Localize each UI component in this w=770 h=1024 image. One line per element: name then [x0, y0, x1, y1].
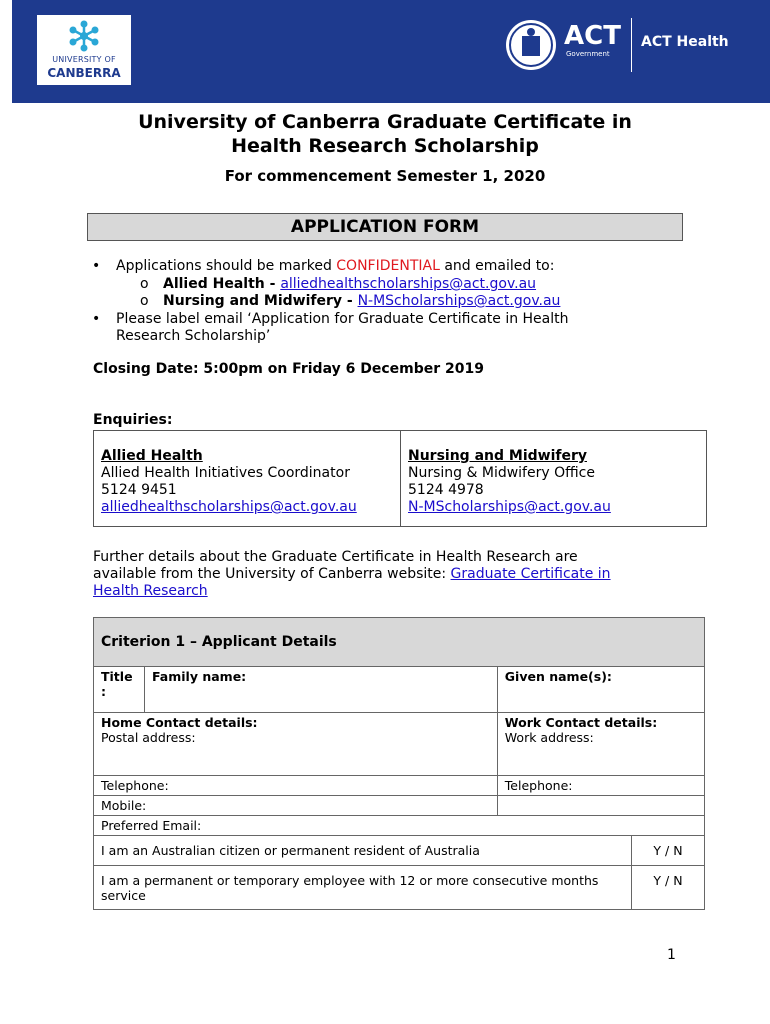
employee-question: I am a permanent or temporary employee with 12 or more consecutive months service — [94, 866, 632, 910]
enquiries-heading: Enquiries: — [93, 412, 173, 428]
grad-cert-link-cont[interactable]: Health Research — [93, 583, 208, 599]
bullet-dot-2: • — [92, 311, 101, 327]
family-name-field[interactable]: Family name: — [145, 667, 498, 713]
work-address-label: Work address: — [504, 730, 594, 745]
uc-logo-line2: CANBERRA — [47, 66, 121, 80]
postal-address-label: Postal address: — [101, 730, 196, 745]
bullet-1-text-end: and emailed to: — [439, 258, 555, 274]
bullet-2-line-2: Research Scholarship’ — [116, 328, 271, 344]
grad-cert-link[interactable]: Graduate Certificate in — [450, 566, 611, 582]
act-crest-icon — [506, 20, 556, 70]
home-contact-field[interactable] — [94, 713, 498, 776]
work-contact-label: Work Contact details: — [504, 715, 658, 730]
document-title — [0, 110, 770, 158]
given-names-field[interactable]: Given name(s): — [497, 667, 704, 713]
document-subtitle: For commencement Semester 1, 2020 — [224, 167, 546, 185]
criterion-1-heading: Criterion 1 – Applicant Details — [94, 618, 705, 667]
work-telephone-field[interactable]: Telephone: — [497, 776, 704, 796]
logo-divider — [631, 18, 632, 72]
act-health-logo-text: ACT Health — [641, 34, 729, 50]
bullet-1-text: Applications should be marked — [116, 258, 337, 274]
uc-snowflake-icon — [66, 19, 102, 53]
work-contact-field[interactable] — [497, 713, 704, 776]
nursing-role: Nursing & Midwifery Office — [408, 465, 595, 481]
title-line-1: University of Canberra Graduate Certificate in — [138, 111, 632, 133]
application-form-heading: APPLICATION FORM — [87, 213, 683, 241]
nursing-midwifery-contact — [401, 431, 707, 527]
nursing-label: Nursing and Midwifery - — [163, 293, 358, 309]
allied-role: Allied Health Initiatives Coordinator — [101, 465, 350, 481]
further-line-2-text: available from the University of Canberra website: — [93, 566, 451, 582]
allied-label: Allied Health - — [163, 276, 281, 292]
allied-contact-email-link[interactable]: alliedhealthscholarships@act.gov.au — [101, 499, 357, 515]
home-contact-label: Home Contact details: — [101, 715, 258, 730]
title-line-2: Health Research Scholarship — [231, 135, 539, 157]
blank-cell — [497, 796, 704, 816]
nursing-heading: Nursing and Midwifery — [408, 448, 587, 464]
sub-item-allied — [163, 276, 723, 293]
nursing-email-link[interactable]: N-MScholarships@act.gov.au — [357, 293, 561, 309]
further-details — [93, 549, 713, 600]
citizen-question: I am an Australian citizen or permanent resident of Australia — [94, 836, 632, 866]
allied-phone: 5124 9451 — [101, 482, 177, 498]
closing-date: Closing Date: 5:00pm on Friday 6 December 2019 — [93, 361, 484, 377]
uc-logo-line1: UNIVERSITY OF — [52, 55, 116, 64]
confidential-text: CONFIDENTIAL — [336, 258, 440, 274]
bullet-dot-1: • — [92, 258, 101, 274]
title-field[interactable] — [94, 667, 145, 713]
further-line-2 — [93, 566, 713, 583]
further-line-3 — [93, 583, 713, 600]
bullet-label-email — [116, 311, 716, 345]
employee-yn-field[interactable]: Y / N — [632, 866, 705, 910]
university-of-canberra-logo — [37, 15, 131, 85]
allied-health-contact — [94, 431, 401, 527]
bullet-2-line-1: Please label email ‘Application for Graduate Certificate in Health — [116, 311, 569, 327]
act-logo-text: ACT — [564, 21, 621, 51]
mobile-field[interactable]: Mobile: — [94, 796, 498, 816]
title-label: Title — [101, 669, 133, 684]
bullet-confidential — [116, 258, 716, 275]
criterion-1-table — [93, 617, 705, 910]
page-number: 1 — [667, 947, 676, 963]
act-government-text: Government — [566, 50, 610, 58]
citizen-yn-field[interactable]: Y / N — [632, 836, 705, 866]
nursing-phone: 5124 4978 — [408, 482, 484, 498]
allied-heading: Allied Health — [101, 448, 203, 464]
home-telephone-field[interactable]: Telephone: — [94, 776, 498, 796]
sub-marker-2: o — [140, 293, 149, 309]
title-colon: : — [101, 684, 106, 699]
preferred-email-field[interactable]: Preferred Email: — [94, 816, 705, 836]
nursing-contact-email-link[interactable]: N-MScholarships@act.gov.au — [408, 499, 611, 515]
enquiries-table — [93, 430, 707, 527]
further-line-1: Further details about the Graduate Certificate in Health Research are — [93, 549, 578, 565]
sub-marker-1: o — [140, 276, 149, 292]
allied-email-link[interactable]: alliedhealthscholarships@act.gov.au — [280, 276, 537, 292]
sub-item-nursing — [163, 293, 723, 310]
